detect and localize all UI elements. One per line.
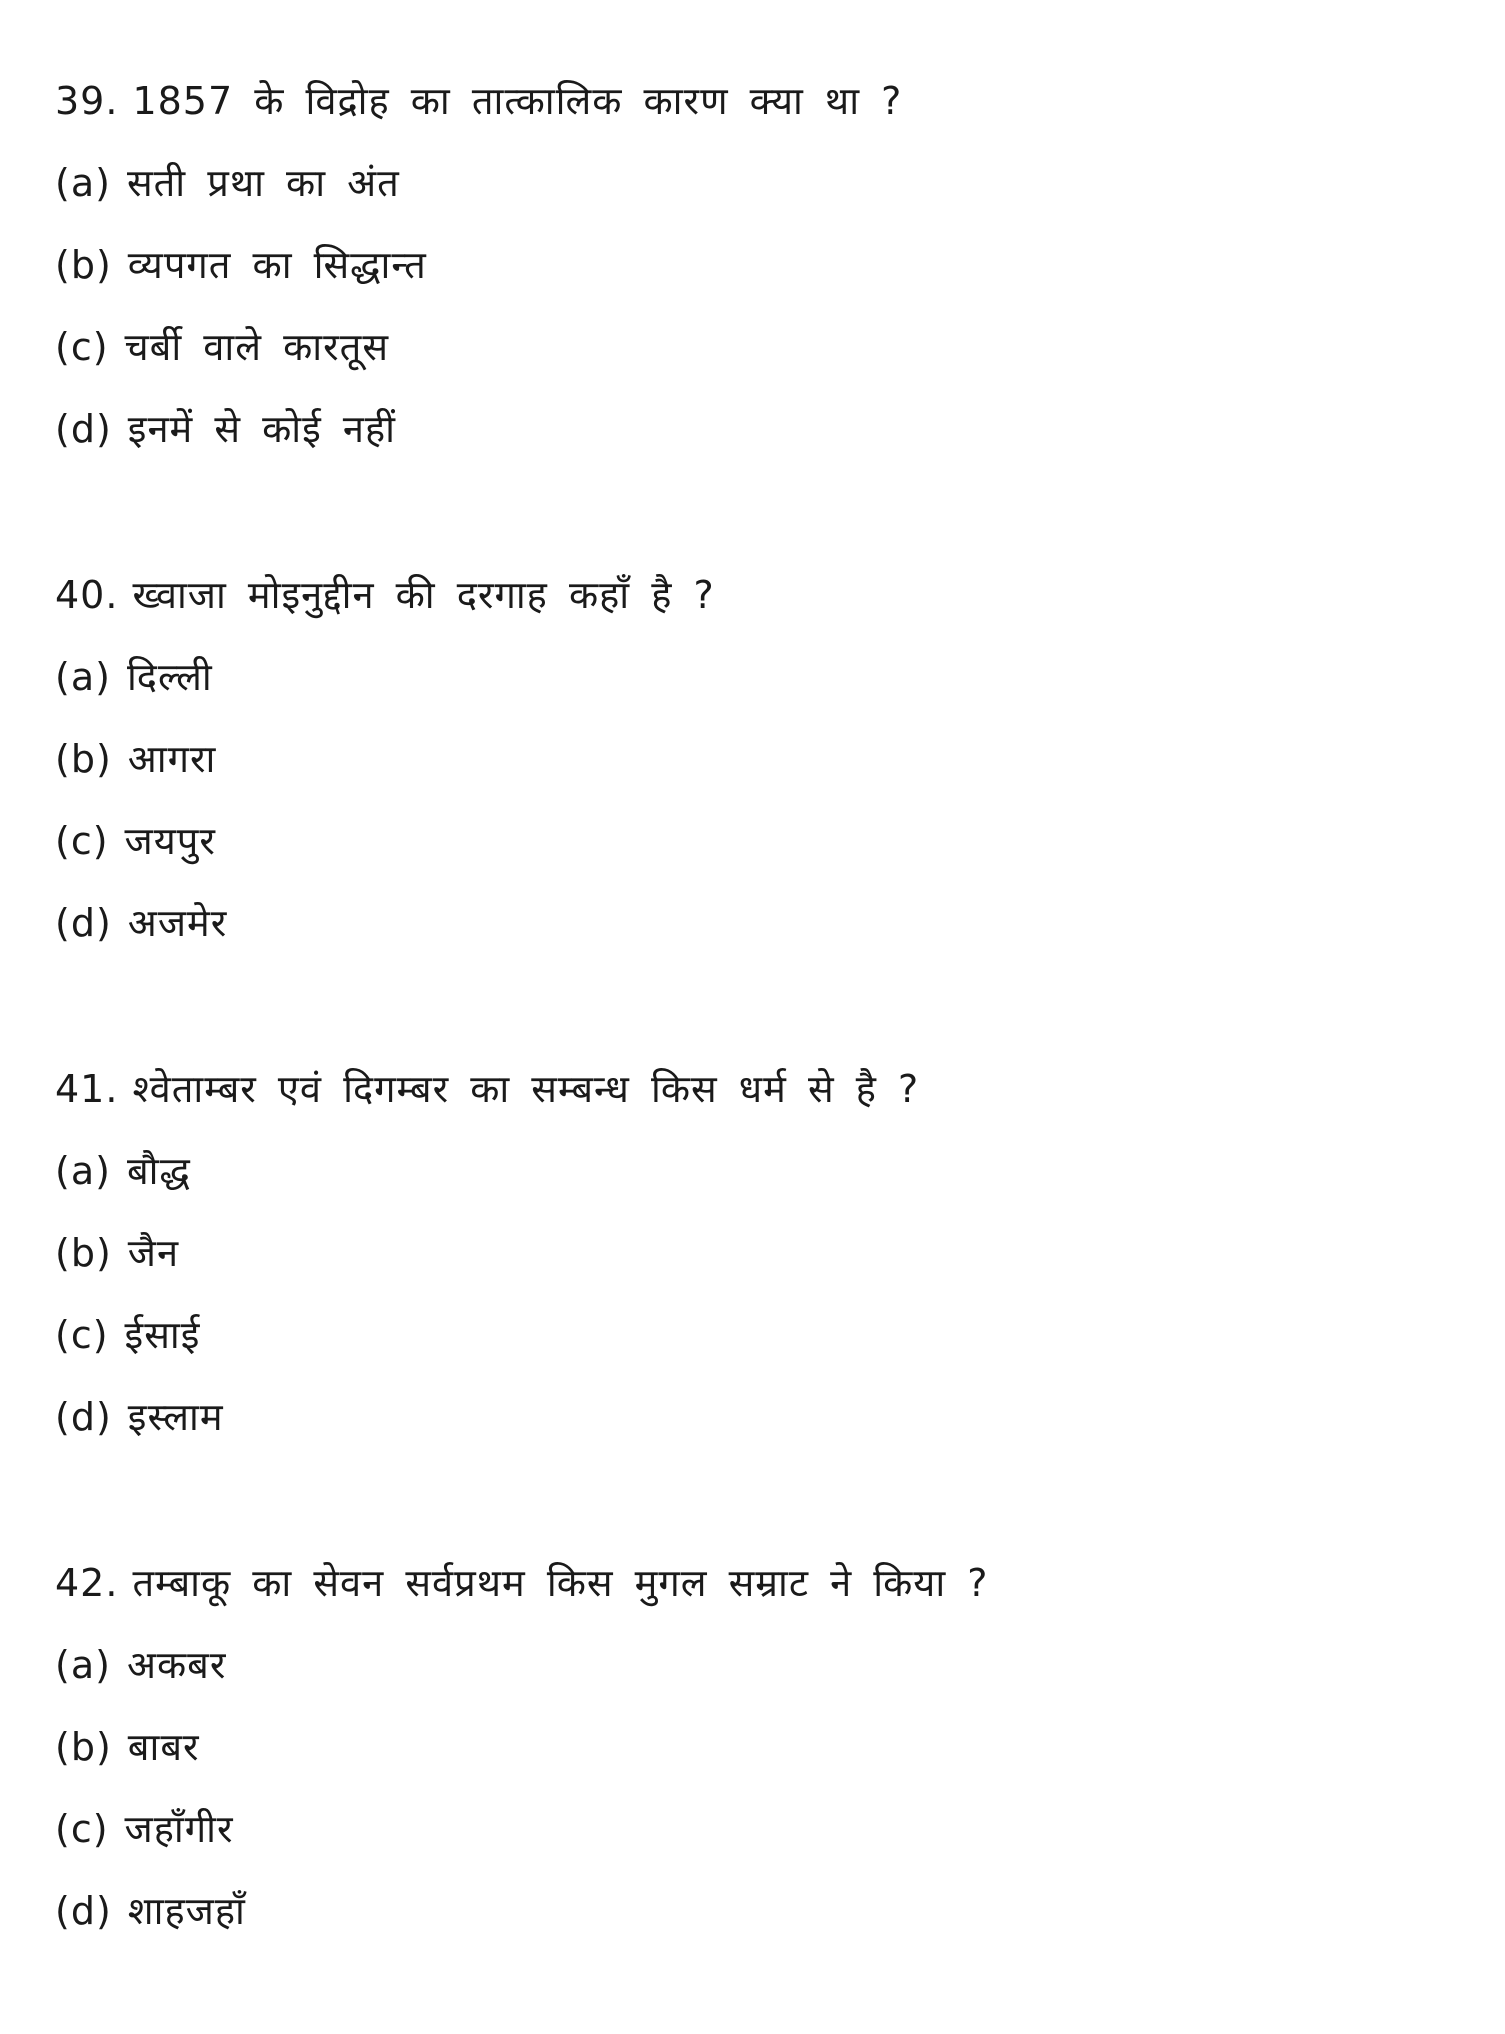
option-line <box>55 224 1455 306</box>
option-line <box>55 1130 1455 1212</box>
option-line <box>55 1294 1455 1376</box>
option-text: इस्लाम <box>127 1395 224 1439</box>
option-letter: (b) <box>55 1725 112 1769</box>
option-text: अजमेर <box>127 901 228 945</box>
option-text: जहाँगीर <box>124 1807 234 1851</box>
option-text: व्यपगत का सिद्धान्त <box>127 243 427 287</box>
option-text: चर्बी वाले कारतूस <box>124 325 390 369</box>
option-text: सती प्रथा का अंत <box>126 161 400 205</box>
question-number: 39. <box>55 79 119 123</box>
question-text: 1857 के विद्रोह का तात्कालिक कारण क्या था ? <box>132 79 903 123</box>
option-text: ईसाई <box>124 1313 201 1357</box>
option-line <box>55 1706 1455 1788</box>
option-letter: (c) <box>55 325 109 369</box>
question-line <box>55 1542 1455 1624</box>
option-letter: (c) <box>55 1313 109 1357</box>
option-line <box>55 142 1455 224</box>
question-number: 41. <box>55 1067 119 1111</box>
option-letter: (d) <box>55 407 112 451</box>
option-text: इनमें से कोई नहीं <box>127 407 396 451</box>
question-line <box>55 60 1455 142</box>
question-block <box>55 1048 1455 1458</box>
option-line <box>55 1212 1455 1294</box>
option-letter: (c) <box>55 819 109 863</box>
question-line <box>55 554 1455 636</box>
option-letter: (a) <box>55 1149 111 1193</box>
question-text: तम्बाकू का सेवन सर्वप्रथम किस मुगल सम्राट ने किया ? <box>132 1561 989 1605</box>
option-line <box>55 388 1455 470</box>
question-block <box>55 1542 1455 1952</box>
option-line <box>55 1870 1455 1952</box>
option-line <box>55 1788 1455 1870</box>
option-text: दिल्ली <box>126 655 213 699</box>
option-letter: (a) <box>55 161 111 205</box>
option-letter: (b) <box>55 1231 112 1275</box>
option-line <box>55 882 1455 964</box>
option-letter: (a) <box>55 1643 111 1687</box>
option-line <box>55 800 1455 882</box>
option-line <box>55 306 1455 388</box>
question-number: 40. <box>55 573 119 617</box>
option-text: जैन <box>127 1231 180 1275</box>
option-line <box>55 636 1455 718</box>
option-text: बौद्ध <box>126 1149 191 1193</box>
option-letter: (c) <box>55 1807 109 1851</box>
option-letter: (d) <box>55 901 112 945</box>
option-letter: (a) <box>55 655 111 699</box>
option-letter: (d) <box>55 1889 112 1933</box>
option-letter: (b) <box>55 243 112 287</box>
question-text: श्वेताम्बर एवं दिगम्बर का सम्बन्ध किस धर्म से है ? <box>132 1067 920 1111</box>
option-text: शाहजहाँ <box>127 1889 246 1933</box>
option-text: बाबर <box>127 1725 200 1769</box>
option-line <box>55 1376 1455 1458</box>
question-block <box>55 60 1455 470</box>
question-block <box>55 554 1455 964</box>
option-line <box>55 718 1455 800</box>
option-text: आगरा <box>127 737 217 781</box>
option-line <box>55 1624 1455 1706</box>
option-letter: (d) <box>55 1395 112 1439</box>
question-text: ख्वाजा मोइनुद्दीन की दरगाह कहाँ है ? <box>132 573 715 617</box>
option-letter: (b) <box>55 737 112 781</box>
question-number: 42. <box>55 1561 119 1605</box>
option-text: जयपुर <box>124 819 216 863</box>
option-text: अकबर <box>126 1643 227 1687</box>
question-line <box>55 1048 1455 1130</box>
